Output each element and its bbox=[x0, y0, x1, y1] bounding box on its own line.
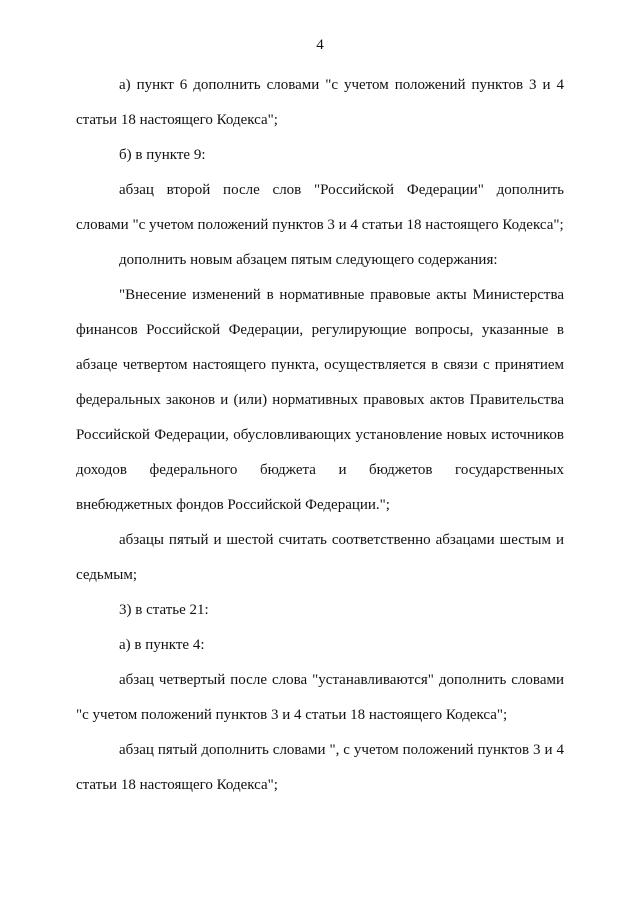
document-body bbox=[76, 68, 564, 803]
paragraph-item-9-heading: б) в пункте 9: bbox=[119, 147, 206, 163]
paragraph-renumber: абзацы пятый и шестой считать соответственно абзацами шестым и седьмым; bbox=[76, 532, 564, 583]
paragraph-abzac-2-amendment: абзац второй после слов "Российской Федерации" дополнить словами "с учетом положений пунктов 3 и 4 статьи 18 настоящего Кодекса"; bbox=[76, 182, 564, 233]
paragraph-abzac-5-amendment: абзац пятый дополнить словами ", с учетом положений пунктов 3 и 4 статьи 18 настоящего Кодекса"; bbox=[76, 742, 564, 793]
paragraph-add-abzac-5: дополнить новым абзацем пятым следующего содержания: bbox=[119, 252, 498, 268]
paragraph-item-6-amendment: а) пункт 6 дополнить словами "с учетом положений пунктов 3 и 4 статьи 18 настоящего Кодекса"; bbox=[76, 77, 564, 128]
page-number: 4 bbox=[316, 37, 324, 53]
paragraph-article-21-heading: 3) в статье 21: bbox=[119, 602, 209, 618]
paragraph-quoted-text: "Внесение изменений в нормативные правовые акты Министерства финансов Российской Федерации, регулирующие вопросы, указанные в абзаце четвертом настоящего пункта, осуществляется в связи с принятием федеральных законов и (или) нормативных правовых актов Правительства Российской Федерации, обусловливающих установление новых источников доходов федерального бюджета и бюджетов государственных внебюджетных фондов Российской Федерации."; bbox=[76, 287, 564, 513]
paragraph-item-4-heading: а) в пункте 4: bbox=[119, 637, 205, 653]
paragraph-abzac-4-amendment: абзац четвертый после слова "устанавливаются" дополнить словами "с учетом положений пунктов 3 и 4 статьи 18 настоящего Кодекса"; bbox=[76, 672, 564, 723]
